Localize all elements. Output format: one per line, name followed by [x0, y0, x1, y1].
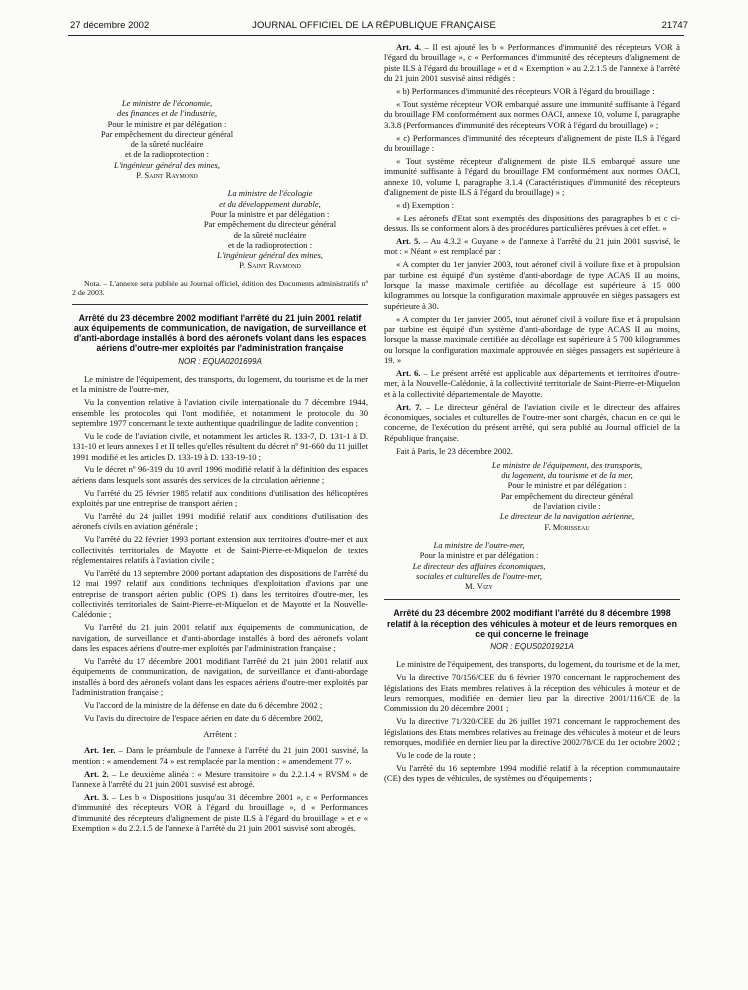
sig-line: Pour le ministre et par délégation : [507, 480, 627, 491]
section-separator [72, 304, 368, 305]
paragraph: Vu l'arrêté du 22 février 1993 portant extension aux territoires d'outre-mer et aux collectivités territoriales de Mayotte et de Saint-Pierre-et-Miquelon de textes réglementaires relatifs à l'aviation civile ; [72, 534, 368, 565]
sig-line: L'ingénieur général des mines, [114, 159, 220, 170]
article-label: Art. 3. [84, 792, 109, 802]
signature-block-economy [72, 98, 262, 180]
article-5 [384, 236, 680, 257]
paragraph: « c) Performances d'immunité des récepteurs d'alignement de piste ILS à l'égard du brouillage : [384, 132, 680, 153]
paragraph: « A compter du 1er janvier 2005, tout aéronef civil à voilure fixe et à propulsion par turbine est équipé d'un système d'anti-abordage de type ACAS II au moins, lorsque la masse maximale certifiée au décollage est supérieure à 5 700 kilogrammes ou lorsque la configuration maximale approuvée en sièges passagers est supérieure à 19. » [384, 313, 680, 365]
article-text: – Le deuxième alinéa : « Mesure transitoire » du 2.2.1.4 « RVSM » de l'annexe à l'arrêté du 21 juin 2001 susvisé est abrogé. [72, 768, 368, 790]
article-1 [72, 745, 368, 766]
sig-line: Pour la ministre et par délégation : [419, 550, 539, 561]
article-text: – Au 4.3.2 « Guyane » de l'annexe à l'arrêté du 21 juin 2001 susvisé, le mot : « Néant » est remplacé par : [384, 236, 680, 257]
article-label: Art. 7. [396, 401, 422, 412]
paragraph: « Tout système récepteur d'alignement de piste ILS embarqué assure une immunité suffisante à l'égard du brouillage FM conformément aux normes OACI, annexe 10, volume I, paragraphe 3.1.4 (Caractéristiques d'immunité des récepteurs d'alignement de piste ILS à l'égard du brouillage) » ; [384, 155, 680, 197]
paragraph: Vu l'arrêté du 25 février 1985 relatif aux conditions d'utilisation des hélicoptères exploités par une entreprise de transport aérien ; [72, 487, 368, 509]
paragraph: Vu le code de la route ; [396, 749, 476, 760]
decree-title: Arrêté du 23 décembre 2002 modifiant l'arrêté du 21 juin 2001 relatif aux équipements de communication, de navigation, de surveillance et d'anti-abordage installés à bord des aéronefs volant dans les espaces aériens d'outre-mer exploités par l'administration française [73, 312, 367, 354]
sig-signatory: P. Saint Raymond [136, 170, 198, 181]
paragraph: Vu la convention relative à l'aviation civile internationale du 7 décembre 1944, ensemble les protocoles qui l'ont modifiée, et notamment le protocole du 30 septembre 1977 concernant le texte authentique quadrilingue de ladite convention ; [72, 397, 368, 428]
article-2 [72, 769, 368, 790]
paragraph: Vu l'arrêté du 21 juin 2001 relatif aux équipements de communication, de navigation, de surveillance et d'anti-abordage installés à bord des aéronefs volant dans les espaces aériens d'outre-mer exploités par l'administration française ; [72, 622, 368, 653]
sig-signatory: M. Vizy [465, 581, 493, 592]
article-7 [384, 402, 680, 443]
paragraph: « Tout système récepteur VOR embarqué assure une immunité suffisante à l'égard du brouillage FM conformément aux normes OACI, annexe 10, volume I, paragraphe 3.3.8 (Performances d'immunité des récepteurs VOR à l'égard du brouillage) » ; [384, 98, 680, 130]
nor-reference: NOR : EQUS0201921A [490, 642, 574, 652]
sig-line: Par empêchement du directeur général [203, 219, 337, 230]
sig-line: sociales et culturelles de l'outre-mer, [415, 570, 543, 581]
header-rule [68, 35, 684, 36]
sig-line: du logement, du tourisme et de la mer, [501, 470, 633, 481]
article-text: – Dans le préambule de l'annexe à l'arrêté du 21 juin 2001 susvisé, la mention : « amendement 74 » est remplacée par la mention : « amendement 77 ». [72, 745, 368, 766]
article-label: Art. 5. [396, 236, 421, 246]
done-at: Fait à Paris, le 23 décembre 2002. [396, 445, 513, 456]
sig-signatory: P. Saint Raymond [239, 260, 301, 271]
sig-line: Par empêchement du directeur général [500, 490, 634, 501]
paragraph: Vu l'arrêté du 13 septembre 2000 portant adaptation des dispositions de l'arrêté du 12 mai 1997 relatif aux conditions techniques d'exploitation d'avions par une entreprise de transport aérien public (OPS 1) dans les territoires d'outre-mer, les collectivités territoriales de Saint-Pierre-et-Miquelon et de Mayotte et la Nouvelle-Calédonie ; [72, 567, 368, 620]
header-journal-title: JOURNAL OFFICIEL DE LA RÉPUBLIQUE FRANÇAISE [252, 20, 496, 31]
right-column [384, 42, 680, 786]
sig-line: et de la radioprotection : [228, 239, 312, 250]
paragraph: Vu la directive 71/320/CEE du 26 juillet 1971 concernant le rapprochement des législations des Etats membres relatives au freinage des véhicules à moteur et de leurs remorques, modifiée en dernier lieu par la directive 2002/78/CE du 1er octobre 2002 ; [384, 716, 680, 747]
left-column [72, 42, 368, 836]
paragraph: Le ministre de l'équipement, des transports, du logement, du tourisme et de la mer et la ministre de l'outre-mer, [72, 373, 368, 395]
article-4 [384, 42, 680, 83]
article-text: – Il est ajouté les b « Performances d'immunité des récepteurs VOR à l'égard du brouillage », c « Performances d'immunité des récepteurs d'alignement de piste ILS à l'égard du brouillage » et d « Exemption » au 2.2.1.5 de l'annexe à l'arrêté du 21 juin 2001 susvisé ainsi rédigés : [384, 42, 680, 84]
article-text: – Le présent arrêté est applicable aux départements et territoires d'outre-mer, à la Nouvelle-Calédonie, à la collectivité territoriale de Saint-Pierre-et-Miquelon et à la collectivité départementale de Mayotte. [384, 367, 681, 399]
paragraph: Vu la directive 70/156/CEE du 6 février 1970 concernant le rapprochement des législations des Etats membres relatives à la réception des véhicules à moteur et de leurs remorques, modifiée en dernier lieu par la directive 2001/116/CE de la Commission du 20 décembre 2001 ; [384, 672, 680, 714]
paragraph: Vu le code de l'aviation civile, et notamment les articles R. 133-7, D. 131-1 à D. 131-10 et leurs annexes I et II telles qu'elles résultent du décret nº 91-660 du 11 juillet 1991 modifié et les articles D. 133-19 à D. 133-19-10 ; [72, 430, 368, 462]
sig-line: et du développement durable, [219, 198, 321, 209]
nor-reference: NOR : EQUA0201699A [178, 356, 262, 366]
section-separator [384, 599, 680, 600]
paragraph: « Les aéronefs d'Etat sont exemptés des dispositions des paragraphes b et c ci-dessus. Ils se conforment alors à des procédures particulières prévues à cet effet. » [384, 212, 680, 234]
sig-line: Le ministre de l'économie, [121, 98, 213, 108]
sig-line: L'ingénieur général des mines, [217, 250, 323, 261]
article-label: Art. 6. [396, 367, 421, 378]
sig-line: des finances et de l'industrie, [117, 108, 217, 119]
article-text: – Les b « Dispositions jusqu'au 31 décembre 2001 », c « Performances d'immunité des récepteurs VOR à l'égard du brouillage », d « Performances d'immunité des récepteurs d'alignement de piste ILS à l'égard du brouillage » et e « Exemption » du 2.2.1.5 de l'annexe à l'arrêté du 21 juin 2001 susvisé sont abrogés. [72, 792, 369, 834]
header-page-number: 21747 [661, 20, 688, 31]
paragraph: Vu l'arrêté du 16 septembre 1994 modifié relatif à la réception communautaire (CE) des types de véhicules, de systèmes ou d'équipements ; [384, 762, 680, 784]
sig-line: Pour la ministre et par délégation : [210, 208, 330, 219]
page-header [60, 20, 688, 34]
decree-title: Arrêté du 23 décembre 2002 modifiant l'arrêté du 8 décembre 1998 relatif à la réception des véhicules à moteur et de leurs remorques en ce qui concerne le freinage [387, 608, 677, 639]
paragraph: Vu le décret nº 96-319 du 10 avril 1996 modifié relatif à la définition des espaces aériens dans lesquels sont assurés des services de la circulation aérienne ; [72, 464, 368, 485]
sig-line: Pour le ministre et par délégation : [107, 118, 227, 129]
article-label: Art. 1er. [84, 745, 116, 756]
sig-line: de l'aviation civile : [533, 501, 601, 512]
sig-line: Le ministre de l'équipement, des transports, [491, 459, 643, 470]
signature-block-equipment [454, 460, 680, 532]
paragraph: Vu l'accord de la ministre de la défense en date du 6 décembre 2002 ; [84, 699, 323, 710]
sig-line: de la sûreté nucléaire [233, 229, 307, 240]
article-3 [72, 792, 368, 833]
sig-line: La ministre de l'écologie [227, 188, 313, 199]
arretent-heading: Arrêtent : [203, 729, 237, 740]
sig-line: La ministre de l'outre-mer, [433, 539, 525, 550]
paragraph: Le ministre de l'équipement, des transports, du logement, du tourisme et de la mer, [396, 659, 681, 670]
sig-signatory: F. Morisseau [544, 521, 590, 532]
sig-line: de la sûreté nucléaire [130, 139, 204, 150]
paragraph: « A compter du 1er janvier 2003, tout aéronef civil à voilure fixe et à propulsion par turbine est équipé d'un système d'anti-abordage de type ACAS II au moins, lorsque la masse maximale certifiée au décollage est supérieure à 15 000 kilogrammes ou lorsque la configuration maximale approuvée en sièges passagers est supérieure à 30. [384, 259, 680, 311]
article-label: Art. 4. [396, 42, 422, 52]
article-label: Art. 2. [84, 768, 109, 779]
paragraph: Vu l'arrêté du 17 décembre 2001 modifiant l'arrêté du 21 juin 2001 relatif aux équipements de communication, de navigation, de surveillance et d'anti-abordage installés à bord des aéronefs volant dans les espaces aériens d'outre-mer exploités par l'administration française ; [72, 655, 368, 697]
sig-line: Le directeur des affaires économiques, [412, 560, 546, 571]
paragraph: Vu l'avis du directoire de l'espace aérien en date du 6 décembre 2002, [84, 712, 324, 723]
paragraph: « b) Performances d'immunité des récepteurs VOR à l'égard du brouillage : [396, 85, 655, 96]
header-date: 27 décembre 2002 [70, 20, 150, 31]
sig-line: et de la radioprotection : [125, 149, 209, 160]
paragraph: « d) Exemption : [396, 199, 454, 210]
paragraph: Vu l'arrêté du 24 juillet 1991 modifié relatif aux conditions d'utilisation des aéronefs civils en aviation générale ; [72, 511, 368, 532]
article-text: – Le directeur général de l'aviation civile et le directeur des affaires économiques, sociales et culturelles de l'outre-mer sont chargés, chacun en ce qui le concerne, de l'exécution du présent arrêté, qui sera publié au Journal officiel de la République française. [384, 401, 681, 443]
sig-line: Par empêchement du directeur général [100, 128, 234, 139]
article-6 [384, 368, 680, 399]
signature-block-ecology [172, 188, 368, 270]
nota-text: Nota. – L'annexe sera publiée au Journal officiel, édition des Documents administratifs nº 2 de 2003. [72, 278, 368, 298]
sig-line: Le directeur de la navigation aérienne, [499, 511, 635, 522]
signature-block-overseas [384, 540, 574, 591]
